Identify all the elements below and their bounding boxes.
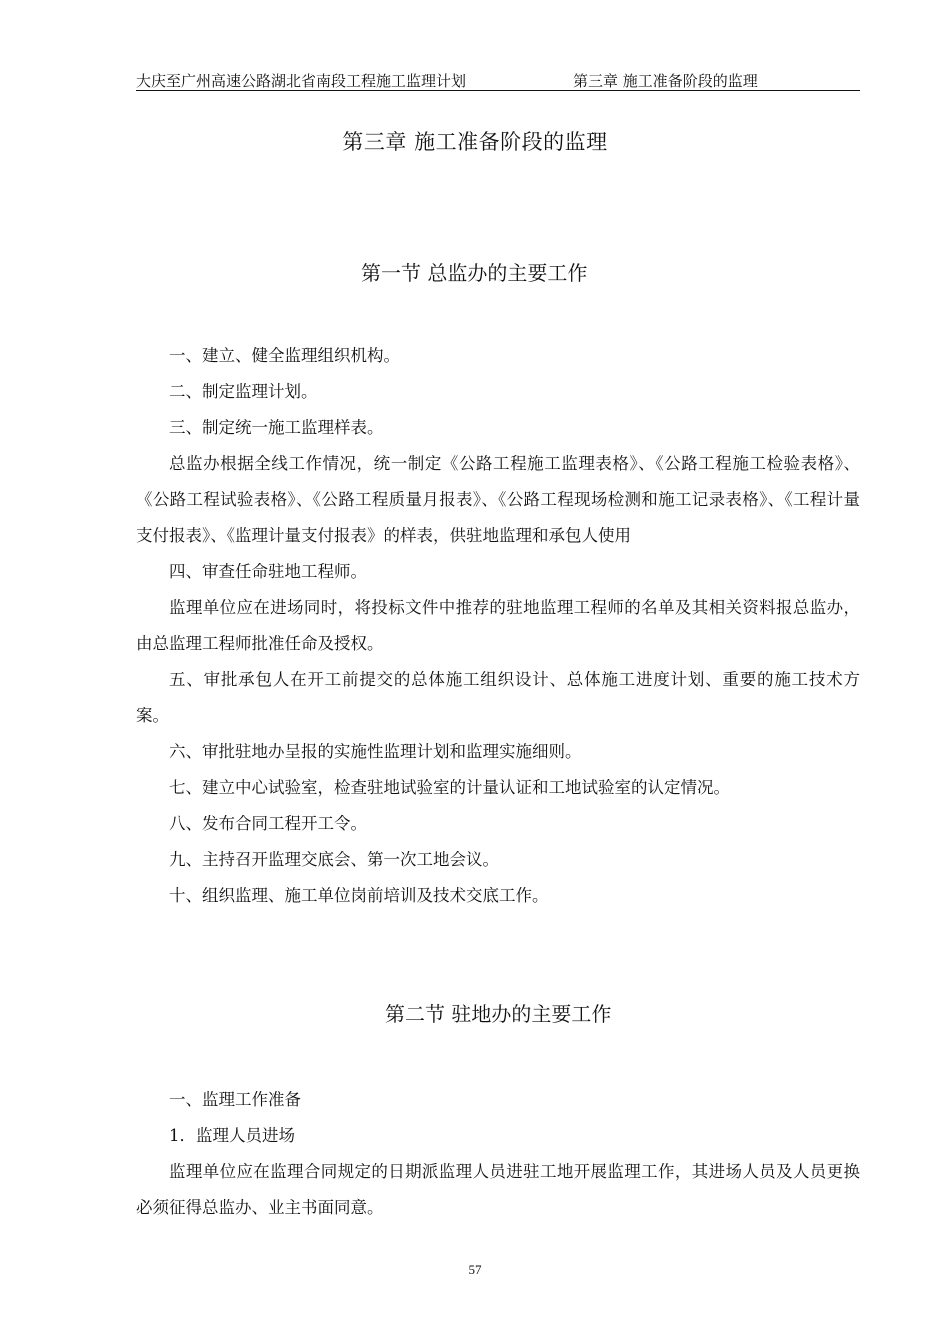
chapter-title: 第三章 施工准备阶段的监理 [342, 130, 608, 154]
running-header [136, 68, 860, 91]
paragraph: 七、建立中心试验室，检查驻地试验室的计量认证和工地试验室的认定情况。 [169, 778, 730, 797]
paragraph: 九、主持召开监理交底会、第一次工地会议。 [169, 850, 499, 869]
section-1-title: 第一节 总监办的主要工作 [361, 261, 588, 285]
paragraph: 五、审批承包人在开工前提交的总体施工组织设计、总体施工进度计划、重要的施工技术方案。 [136, 670, 860, 725]
paragraph: 一、建立、健全监理组织机构。 [169, 346, 400, 365]
paragraph: 八、发布合同工程开工令。 [169, 814, 367, 833]
paragraph: 十、组织监理、施工单位岗前培训及技术交底工作。 [169, 886, 549, 905]
paragraph: 六、审批驻地办呈报的实施性监理计划和监理实施细则。 [169, 742, 582, 761]
header-document-title: 大庆至广州高速公路湖北省南段工程施工监理计划 [136, 72, 467, 90]
paragraph: 1．监理人员进场 [169, 1126, 295, 1145]
section-1-body [136, 338, 860, 914]
paragraph: 一、监理工作准备 [169, 1090, 301, 1109]
paragraph: 监理单位应在监理合同规定的日期派监理人员进驻工地开展监理工作，其进场人员及人员更换必须征得总监办、业主书面同意。 [136, 1162, 860, 1217]
page-number: 57 [468, 1262, 482, 1277]
paragraph: 二、制定监理计划。 [169, 382, 318, 401]
section-2-title: 第二节 驻地办的主要工作 [385, 1002, 612, 1026]
paragraph: 监理单位应在进场同时，将投标文件中推荐的驻地监理工程师的名单及其相关资料报总监办，由总监理工程师批准任命及授权。 [136, 598, 860, 653]
header-chapter-title: 第三章 施工准备阶段的监理 [573, 72, 758, 90]
paragraph: 四、审查任命驻地工程师。 [169, 562, 367, 581]
paragraph: 总监办根据全线工作情况，统一制定《公路工程施工监理表格》、《公路工程施工检验表格》、《公路工程试验表格》、《公路工程质量月报表》、《公路工程现场检测和施工记录表格》、《工程计量支付报表》、《监理计量支付报表》的样表，供驻地监理和承包人使用 [136, 454, 860, 545]
paragraph: 三、制定统一施工监理样表。 [169, 418, 384, 437]
section-2-body [136, 1082, 860, 1226]
